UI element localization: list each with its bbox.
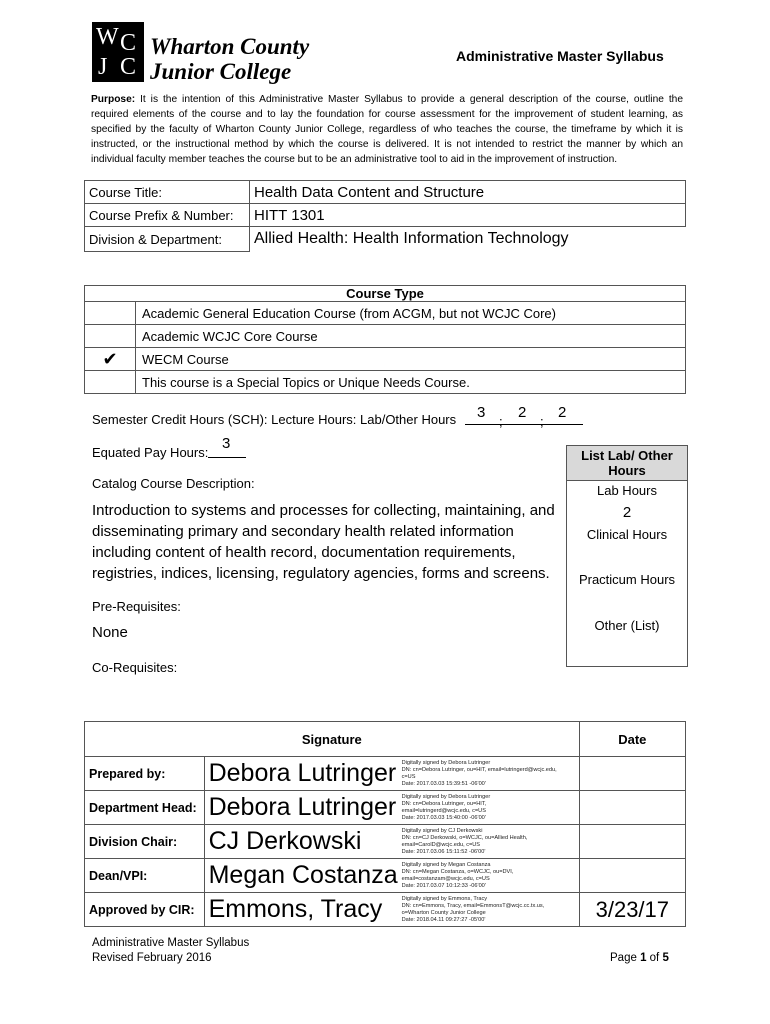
- digital-line: o=Wharton County Junior College: [401, 909, 486, 916]
- course-type-row: [85, 302, 686, 325]
- signature-column-header: Signature: [85, 722, 580, 757]
- prereq-value: None: [92, 624, 128, 641]
- hours-separator: ;: [540, 414, 544, 429]
- college-name: [150, 34, 309, 84]
- lab-hours-value: 2: [558, 404, 567, 421]
- digital-line: email=costanzam@wcjc.edu, c=US: [401, 875, 490, 882]
- digital-line: Digitally signed by Debora Lutringer: [401, 793, 491, 800]
- course-title-value: Health Data Content and Structure: [250, 181, 686, 204]
- signature-role: Division Chair:: [85, 825, 205, 859]
- digital-line: Date: 2017.03.03 15:40:00 -06'00': [401, 814, 486, 821]
- logo-letter: J: [98, 54, 108, 80]
- signature-name[interactable]: Megan Costanza: [204, 859, 398, 893]
- digital-line: Date: 2017.03.06 15:11:52 -06'00': [401, 848, 486, 855]
- digital-line: email=lutringerd@wcjc.edu, c=US: [401, 807, 486, 814]
- college-name-line1: Wharton County: [150, 34, 310, 59]
- signature-name[interactable]: Debora Lutringer: [204, 791, 398, 825]
- sch-value: 3: [477, 404, 486, 421]
- course-type-checkbox[interactable]: [85, 325, 136, 348]
- digital-line: Date: 2017.03.03 15:39:51 -06'00': [401, 780, 486, 787]
- sch-underline: [465, 424, 583, 425]
- course-prefix-row: [85, 204, 686, 227]
- lab-hours-box: [566, 445, 688, 667]
- division-row: [85, 227, 686, 252]
- lab-box-heading: List Lab/ Other Hours: [567, 446, 687, 481]
- logo-letter: W: [96, 24, 119, 50]
- catalog-description: Introduction to systems and processes for collecting, maintaining, and disseminating primary and secondary health related information including content of health record, documentation requirements, registries, indices, licensing, regulatory agencies, forms and screens.: [92, 502, 555, 582]
- digital-line: Digitally signed by Emmons, Tracy: [401, 895, 488, 902]
- sch-label: Semester Credit Hours (SCH): Lecture Hours: Lab/Other Hours: [92, 412, 457, 427]
- other-hours-label: Other (List): [594, 618, 660, 633]
- signature-row: [85, 893, 686, 927]
- signature-row: [85, 757, 686, 791]
- purpose-text: It is the intention of this Administrative Master Syllabus to provide a general description of the course, outline the required elements of the course and to lay the foundation for course assessment for the improvement of student learning, as specified by the faculty of Wharton County Junior College, regardless of who teaches the course, the timeframe by which it is instructed, or the instructional method by which the course is delivered. It is not intended to restrict the manner by which an individual faculty member teaches the course but to be an administrative tool to aid in the improvement of instruction.: [91, 94, 683, 165]
- course-type-label: Academic WCJC Core Course: [136, 325, 686, 348]
- footer-doc-name: Administrative Master Syllabus: [92, 937, 250, 949]
- signature-name[interactable]: Debora Lutringer: [204, 757, 398, 791]
- page-number: [610, 951, 669, 966]
- coreq-label: Co-Requisites:: [92, 660, 178, 675]
- digital-line: Digitally signed by CJ Derkowski: [401, 827, 483, 834]
- equated-underline: [208, 457, 246, 458]
- course-title-label: Course Title:: [85, 181, 250, 204]
- purpose-label: Purpose:: [91, 94, 136, 105]
- page-total: 5: [662, 952, 669, 964]
- digital-line: DN: cn=Emmons, Tracy, email=EmmonsT@wcjc.cc.tx.us,: [401, 902, 545, 909]
- date-column-header: Date: [579, 722, 685, 757]
- catalog-label: Catalog Course Description:: [92, 476, 255, 491]
- signature-row: [85, 859, 686, 893]
- course-info-table: [84, 180, 686, 252]
- signature-date: [579, 859, 685, 893]
- course-type-checkbox[interactable]: ✔: [85, 348, 136, 371]
- course-type-row: [85, 325, 686, 348]
- prereq-label: Pre-Requisites:: [92, 599, 181, 614]
- footer-left: [92, 936, 249, 966]
- college-logo: [92, 22, 144, 82]
- signature-role: Prepared by:: [85, 757, 205, 791]
- digital-line: DN: cn=Megan Costanza, o=WCJC, ou=DVI,: [401, 868, 514, 875]
- clinical-hours-label: Clinical Hours: [586, 527, 668, 542]
- college-name-line2: Junior College: [150, 59, 292, 84]
- signature-row: [85, 825, 686, 859]
- purpose-paragraph: [91, 92, 683, 167]
- signature-date: 3/23/17: [579, 893, 685, 927]
- digital-signature-details: [398, 757, 580, 791]
- equated-pay-label: Equated Pay Hours:: [92, 445, 209, 460]
- course-type-heading: Course Type: [85, 286, 686, 302]
- signature-name[interactable]: CJ Derkowski: [204, 825, 398, 859]
- course-type-checkbox[interactable]: [85, 302, 136, 325]
- document-title: Administrative Master Syllabus: [456, 48, 664, 64]
- course-type-row: [85, 348, 686, 371]
- digital-line: DN: cn=Debora Lutringer, ou=HIT,: [401, 800, 487, 807]
- course-prefix-value: HITT 1301: [250, 204, 686, 227]
- digital-line: c=US: [401, 773, 416, 780]
- logo-letter: C: [120, 54, 137, 80]
- page-mid: of: [646, 952, 663, 964]
- course-prefix-label: Course Prefix & Number:: [85, 204, 250, 227]
- digital-line: DN: cn=CJ Derkowski, o=WCJC, ou=Allied Health,: [401, 834, 528, 841]
- lab-hours-number: 2: [622, 504, 632, 521]
- course-type-table: [84, 285, 686, 394]
- digital-line: Digitally signed by Debora Lutringer: [401, 759, 491, 766]
- practicum-hours-label: Practicum Hours: [578, 572, 676, 587]
- digital-line: Date: 2018.04.11 09:27:27 -05'00': [401, 916, 486, 923]
- page-prefix: Page: [610, 952, 641, 964]
- signature-date: [579, 757, 685, 791]
- signature-date: [579, 791, 685, 825]
- lab-hours-label: Lab Hours: [597, 483, 657, 498]
- digital-signature-details: [398, 859, 580, 893]
- division-value: Allied Health: Health Information Technology: [250, 227, 686, 252]
- hours-separator: ;: [499, 414, 503, 429]
- course-type-label: This course is a Special Topics or Unique Needs Course.: [136, 371, 686, 394]
- page-current: 1: [640, 952, 647, 964]
- signature-name[interactable]: Emmons, Tracy: [204, 893, 398, 927]
- digital-line: DN: cn=Debora Lutringer, ou=HIT, email=lutringerd@wcjc.edu,: [401, 766, 557, 773]
- signature-role: Dean/VPI:: [85, 859, 205, 893]
- course-type-label: WECM Course: [136, 348, 686, 371]
- digital-signature-details: [398, 791, 580, 825]
- signature-role: Approved by CIR:: [85, 893, 205, 927]
- logo-letter: C: [120, 30, 137, 56]
- signature-table: [84, 721, 686, 927]
- course-type-checkbox[interactable]: [85, 371, 136, 394]
- digital-line: Digitally signed by Megan Costanza: [401, 861, 491, 868]
- lecture-hours-value: 2: [518, 404, 527, 421]
- digital-line: email=CarolD@wcjc.edu, c=US: [401, 841, 481, 848]
- signature-role: Department Head:: [85, 791, 205, 825]
- course-type-row: [85, 371, 686, 394]
- signature-date: [579, 825, 685, 859]
- digital-line: Date: 2017.03.07 10:12:33 -06'00': [401, 882, 486, 889]
- equated-pay-value: 3: [222, 435, 231, 452]
- division-label: Division & Department:: [85, 227, 250, 252]
- signature-row: [85, 791, 686, 825]
- course-title-row: [85, 181, 686, 204]
- digital-signature-details: [398, 825, 580, 859]
- footer-revision: Revised February 2016: [92, 952, 212, 964]
- digital-signature-details: [398, 893, 580, 927]
- course-type-label: Academic General Education Course (from ACGM, but not WCJC Core): [136, 302, 686, 325]
